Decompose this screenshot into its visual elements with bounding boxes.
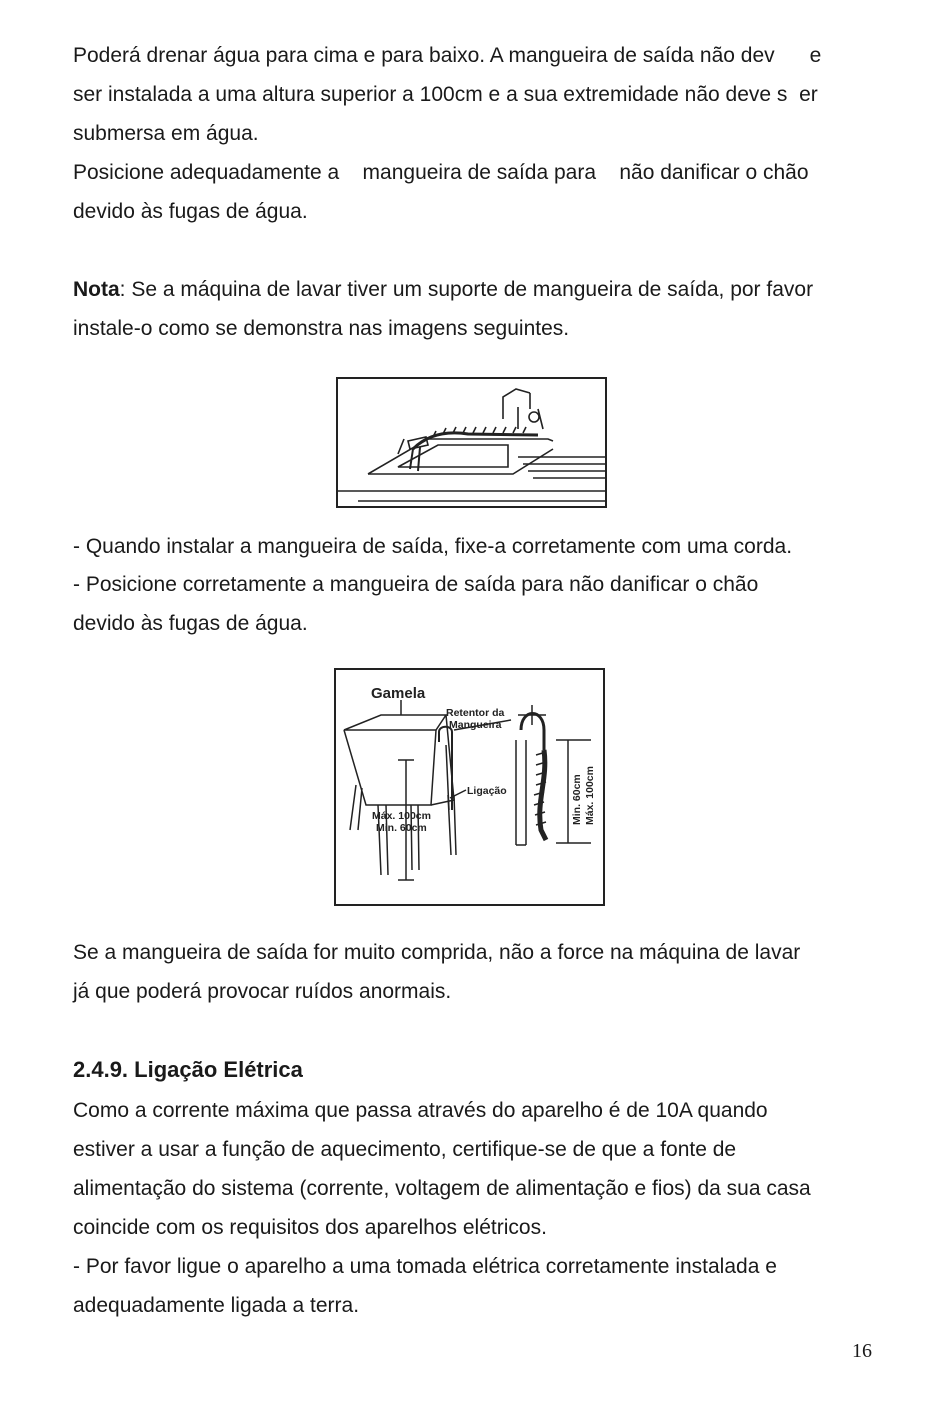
para2-line1: Se a mangueira de saída for muito comprida, não a force na máquina de lavar: [73, 941, 801, 964]
tub-hose-illustration: [336, 670, 603, 904]
note-text: : Se a máquina de lavar tiver um suporte de mangueira de saída, por favor: [119, 278, 814, 301]
bullet1-line2: - Posicione corretamente a mangueira de saída para não danificar o chão: [73, 573, 759, 596]
figure-sink-hose: [336, 377, 607, 508]
note-label: Nota: [73, 278, 120, 301]
note-line1: [73, 277, 813, 303]
section-line6: adequadamente ligada a terra.: [73, 1294, 360, 1317]
label-retentor-1: Retentor da: [446, 707, 505, 719]
label-max-right: Máx. 100cm: [584, 766, 596, 825]
label-retentor-2: Mangueira: [449, 719, 502, 731]
page-number: 16: [852, 1340, 872, 1362]
label-min-right: Min. 60cm: [571, 774, 583, 825]
para1-line3: submersa em água.: [73, 122, 259, 145]
section-line3: alimentação do sistema (corrente, voltagem de alimentação e fios) da sua casa: [73, 1177, 811, 1200]
section-line1: Como a corrente máxima que passa através do aparelho é de 10A quando: [73, 1099, 768, 1122]
label-gamela: Gamela: [371, 685, 426, 702]
para2-line2: já que poderá provocar ruídos anormais.: [73, 980, 452, 1003]
section-line2: estiver a usar a função de aquecimento, certifique-se de que a fonte de: [73, 1138, 737, 1161]
bullet1-line3: devido às fugas de água.: [73, 612, 308, 635]
sink-hose-illustration: [338, 379, 605, 506]
para1-line2: ser instalada a uma altura superior a 100cm e a sua extremidade não deve s er: [73, 83, 818, 106]
para1-line5: devido às fugas de água.: [73, 200, 308, 223]
bullet1-line1: - Quando instalar a mangueira de saída, fixe-a corretamente com uma corda.: [73, 535, 793, 558]
para1-line4: Posicione adequadamente a mangueira de saída para não danificar o chão: [73, 161, 809, 184]
para1-line1: Poderá drenar água para cima e para baixo. A mangueira de saída não dev e: [73, 44, 822, 67]
section-line5: - Por favor ligue o aparelho a uma tomada elétrica corretamente instalada e: [73, 1255, 777, 1278]
section-line4: coincide com os requisitos dos aparelhos elétricos.: [73, 1216, 547, 1239]
label-ligacao: Ligação: [467, 785, 507, 797]
note-line2: instale-o como se demonstra nas imagens seguintes.: [73, 317, 570, 340]
section-title: 2.4.9. Ligação Elétrica: [73, 1057, 303, 1082]
figure-tub-hose: [334, 668, 605, 906]
label-max-left: Máx. 100cm: [372, 810, 431, 822]
label-min-left: Min. 60cm: [376, 822, 427, 834]
